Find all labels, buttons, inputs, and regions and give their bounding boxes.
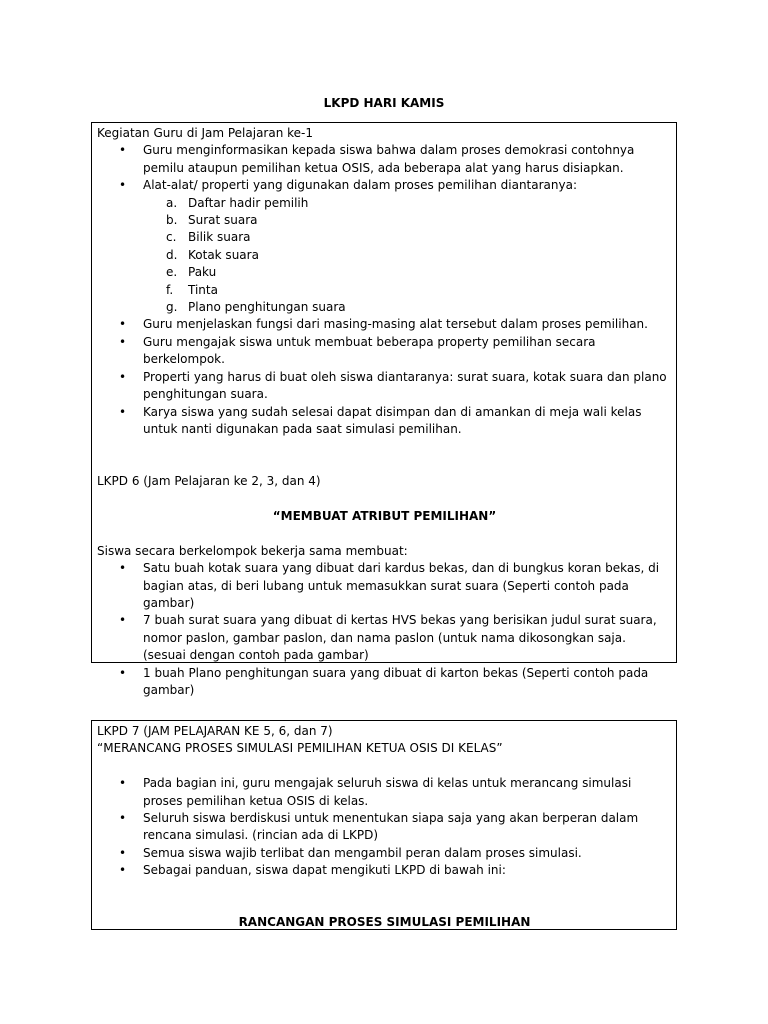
tool-list-item: [97, 229, 672, 246]
bullet-item: • 7 buah surat suara yang dibuat di kertas HVS bekas yang berisikan judul surat suara, nomor paslon, gambar paslon, dan nama paslon (untuk nama dikosongkan saja. (sesuai dengan contoh pada gambar): [97, 612, 672, 664]
list-text: Tinta: [188, 282, 218, 297]
list-marker: e.: [166, 265, 178, 280]
page-title: LKPD HARI KAMIS: [323, 96, 445, 110]
bullet-item: • Alat-alat/ properti yang digunakan dalam proses pemilihan diantaranya:: [97, 177, 672, 194]
list-text: Daftar hadir pemilih: [188, 195, 309, 210]
bullet-item: • 1 buah Plano penghitungan suara yang dibuat di karton bekas (Seperti contoh pada gambar): [97, 665, 672, 700]
footer-title: RANCANGAN PROSES SIMULASI PEMILIHAN: [238, 915, 531, 930]
section-heading: Kegiatan Guru di Jam Pelajaran ke-1: [97, 126, 313, 140]
list-text: Plano penghitungan suara: [188, 300, 346, 315]
list-text: Paku: [188, 265, 217, 280]
list-text: Surat suara: [188, 213, 258, 228]
tool-list-item: [97, 299, 672, 316]
tool-list-item: [97, 195, 672, 212]
tool-list-item: [97, 212, 672, 229]
bullet-item: • Karya siswa yang sudah selesai dapat disimpan dan di amankan di meja wali kelas untuk nanti digunakan pada saat simulasi pemilihan.: [97, 404, 672, 439]
tool-list-item: [97, 247, 672, 264]
lkpd-box-2: [91, 720, 677, 930]
bullet-item: • Semua siswa wajib terlibat dan mengambil peran dalam proses simulasi.: [97, 845, 672, 862]
lkpd6-title: “MEMBUAT ATRIBUT PEMILIHAN”: [272, 508, 497, 523]
bullet-item: • Seluruh siswa berdiskusi untuk menentukan siapa saja yang akan berperan dalam rencana simulasi. (rincian ada di LKPD): [97, 810, 672, 845]
bullet-item: • Sebagai panduan, siswa dapat mengikuti LKPD di bawah ini:: [97, 862, 672, 879]
tool-list-item: [97, 282, 672, 299]
list-marker: g.: [166, 300, 178, 315]
lkpd7-subtitle: “MERANCANG PROSES SIMULASI PEMILIHAN KETUA OSIS DI KELAS”: [97, 741, 503, 756]
bullet-item: • Guru mengajak siswa untuk membuat beberapa property pemilihan secara berkelompok.: [97, 334, 672, 369]
bullet-item: • Pada bagian ini, guru mengajak seluruh siswa di kelas untuk merancang simulasi proses pemilihan ketua OSIS di kelas.: [97, 775, 672, 810]
list-marker: a.: [166, 195, 178, 210]
lkpd-box-1: [91, 122, 677, 697]
list-text: Bilik suara: [188, 230, 251, 245]
bullet-item: • Guru menginformasikan kepada siswa bahwa dalam proses demokrasi contohnya pemilu ataupun pemilihan ketua OSIS, ada beberapa alat yang harus disiapkan.: [97, 142, 672, 177]
list-marker: f.: [166, 282, 174, 297]
bullet-item: • Guru menjelaskan fungsi dari masing-masing alat tersebut dalam proses pemilihan.: [97, 316, 672, 333]
lkpd7-heading: LKPD 7 (JAM PELAJARAN KE 5, 6, dan 7): [97, 724, 333, 738]
list-marker: b.: [166, 213, 178, 228]
bullet-item: • Satu buah kotak suara yang dibuat dari kardus bekas, dan di bungkus koran bekas, di bagian atas, di beri lubang untuk memasukkan surat suara (Seperti contoh pada gambar): [97, 560, 672, 612]
lkpd6-heading: LKPD 6 (Jam Pelajaran ke 2, 3, dan 4): [97, 474, 321, 489]
list-text: Kotak suara: [188, 247, 259, 262]
list-marker: d.: [166, 247, 178, 262]
lkpd6-intro: Siswa secara berkelompok bekerja sama membuat:: [97, 543, 408, 558]
list-marker: c.: [166, 230, 177, 245]
tool-list-item: [97, 264, 672, 281]
bullet-item: • Properti yang harus di buat oleh siswa diantaranya: surat suara, kotak suara dan plano penghitungan suara.: [97, 369, 672, 404]
